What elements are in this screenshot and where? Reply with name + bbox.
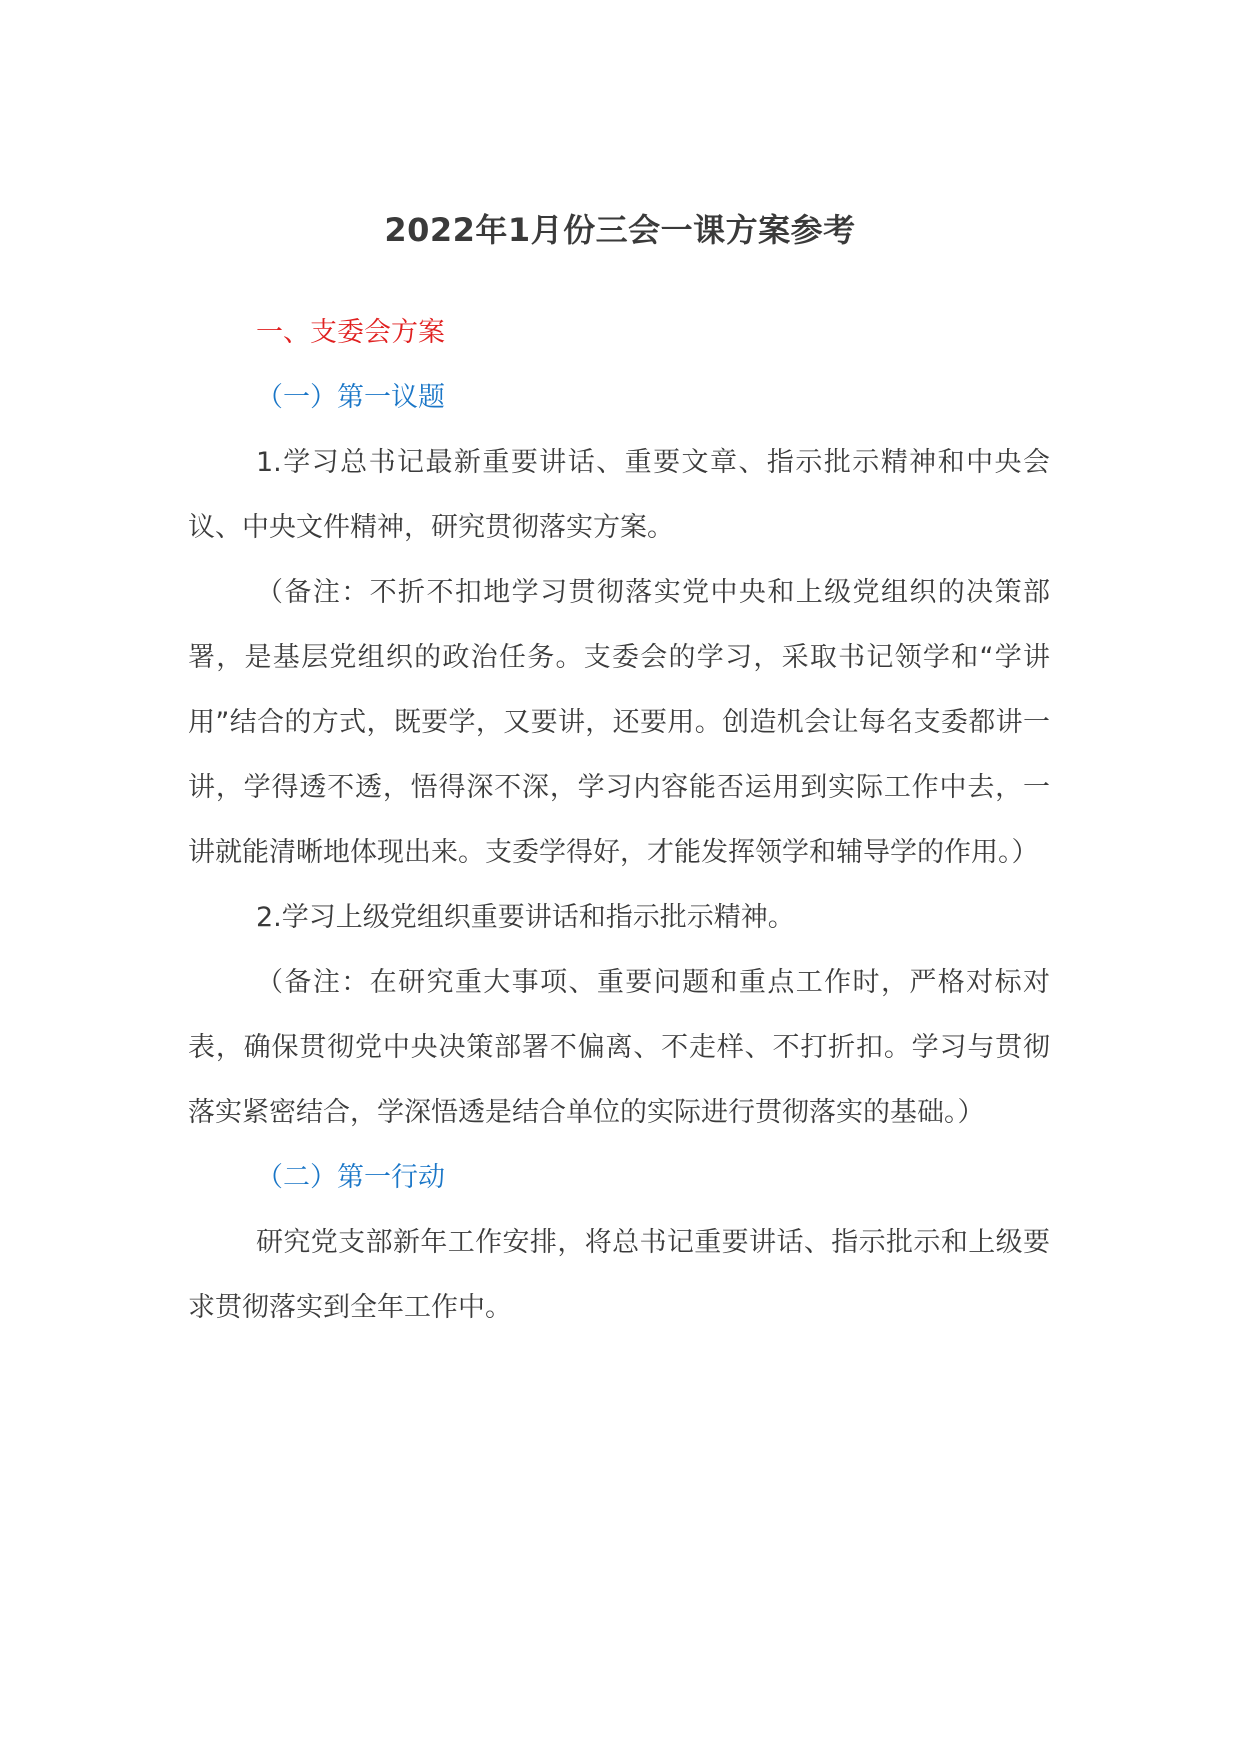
document-body [188,300,1050,1340]
document-title: 2022年1月份三会一课方案参考 [384,211,856,249]
subheading-first-action: （二）第一行动 [256,1162,445,1193]
subheading-first-topic: （一）第一议题 [256,382,445,413]
paragraph-note-1: （备注：不折不扣地学习贯彻落实党中央和上级党组织的决策部署，是基层党组织的政治任务。支委会的学习，采取书记领学和“学讲用”结合的方式，既要学，又要讲，还要用。创造机会让每名支委都讲一讲，学得透不透，悟得深不深，学习内容能否运用到实际工作中去，一讲就能清晰地体现出来。支委学得好，才能发挥领学和辅导学的作用。） [188,577,1050,868]
section-heading-branch-committee: 一、支委会方案 [256,317,445,348]
paragraph-item-2: 2.学习上级党组织重要讲话和指示批示精神。 [256,902,795,933]
paragraph-note-2: （备注：在研究重大事项、重要问题和重点工作时，严格对标对表，确保贯彻党中央决策部署不偏离、不走样、不打折扣。学习与贯彻落实紧密结合，学深悟透是结合单位的实际进行贯彻落实的基础。） [188,967,1050,1128]
paragraph-item-1: 1.学习总书记最新重要讲话、重要文章、指示批示精神和中央会议、中央文件精神，研究贯彻落实方案。 [188,447,1050,543]
paragraph-action: 研究党支部新年工作安排，将总书记重要讲话、指示批示和上级要求贯彻落实到全年工作中。 [188,1227,1050,1323]
